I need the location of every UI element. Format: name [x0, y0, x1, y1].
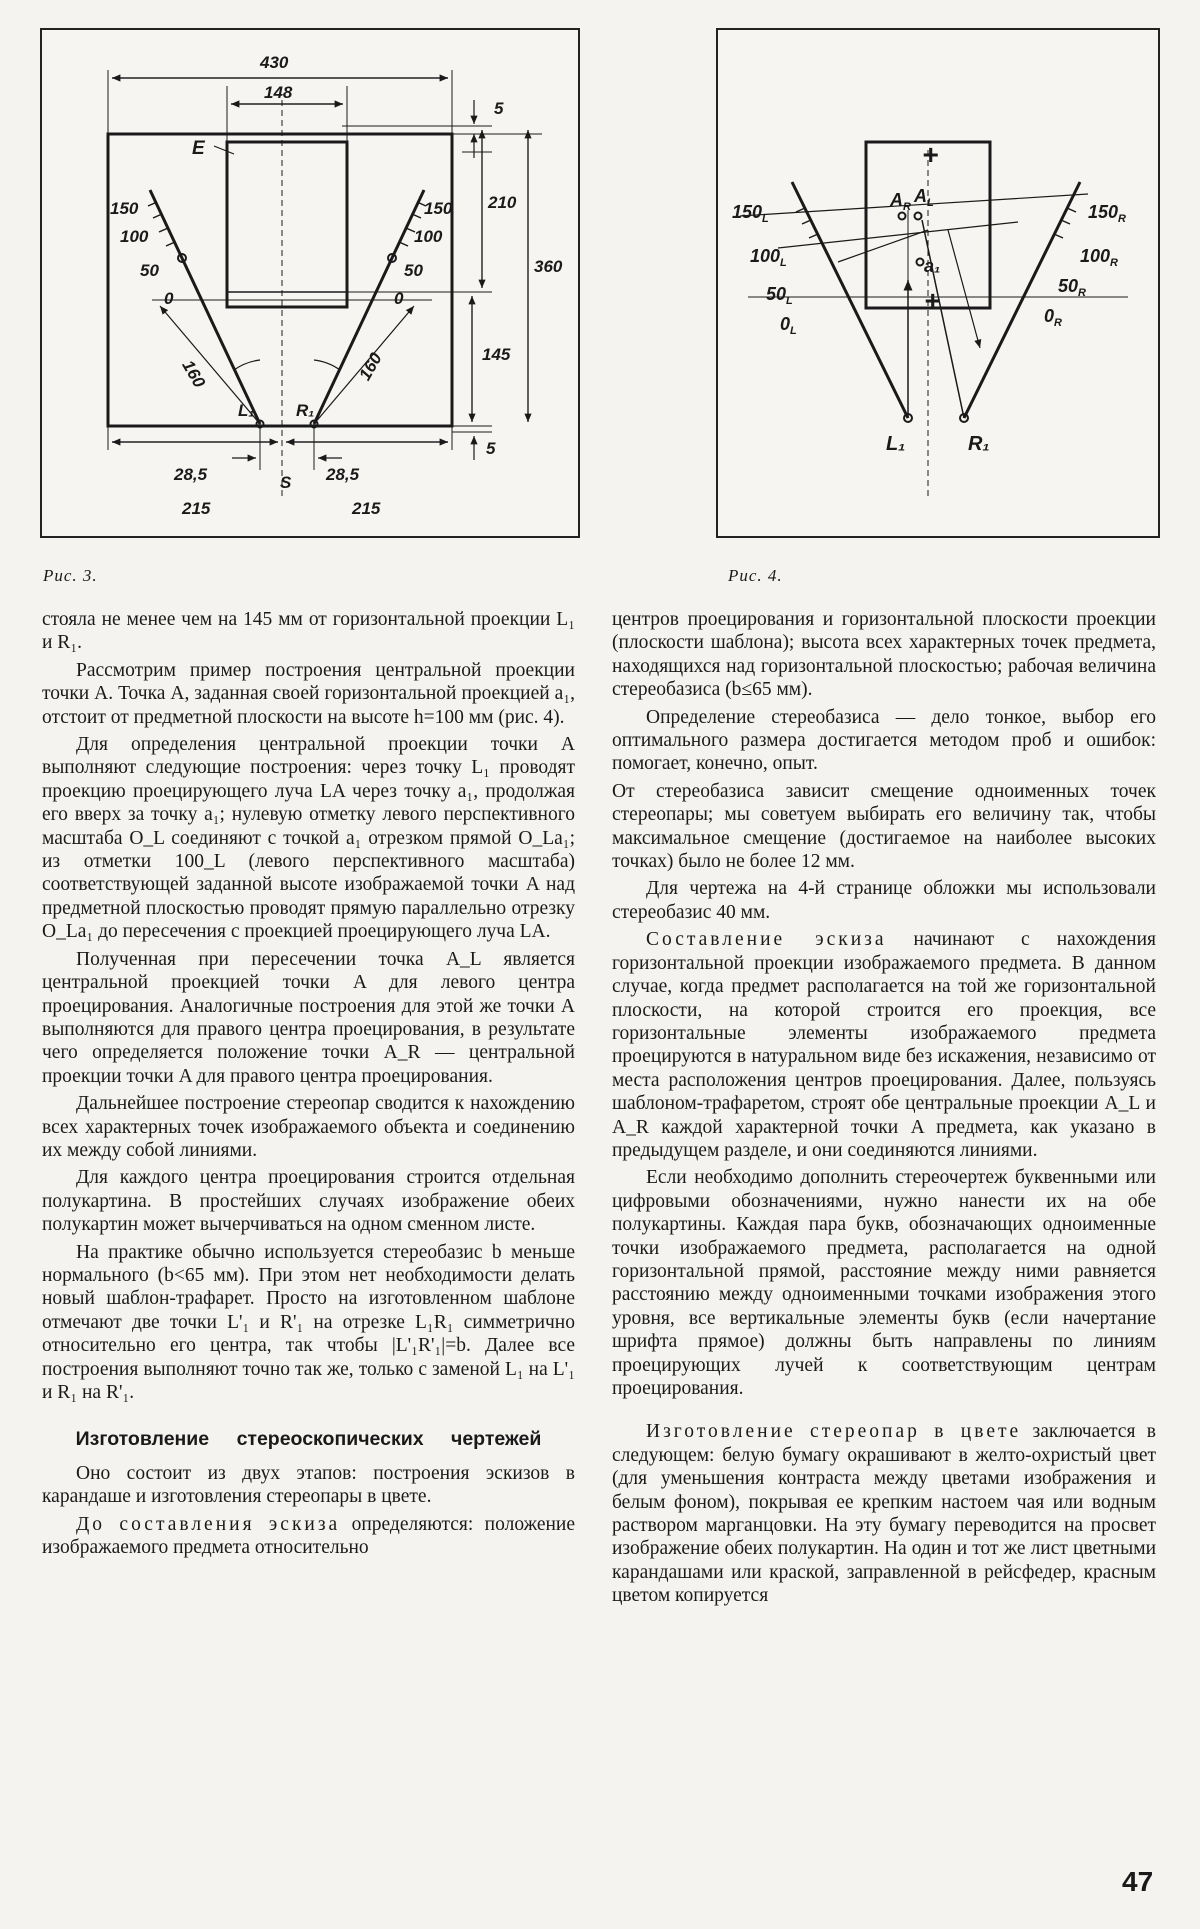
right-scale-100: 100 [414, 227, 443, 246]
label-r1: R₁ [968, 433, 990, 455]
plus-bottom: + [924, 285, 941, 316]
paragraph: Для чертежа на 4-й странице обложки мы использовали стереобазис 40 мм. [612, 878, 1156, 923]
left-column [42, 608, 575, 1563]
paragraph: От стереобазиса зависит смещение одноименных точек стереопары; мы советуем выбирать его величину так, чтобы максимальное смещение (достигаемое на наиболее высоких точках) было не более 12 мм. [612, 780, 1156, 873]
dim-215-right: 215 [352, 499, 381, 518]
label-l1: L₁ [238, 401, 255, 420]
left-50: $50_L$ [766, 284, 793, 307]
dim-430: 430 [260, 53, 289, 72]
section-heading: Изготовление стереоскопических чертежей [75, 1428, 542, 1451]
figure-3-caption: Рис. 3. [43, 566, 98, 585]
dim-5-top: 5 [494, 99, 504, 118]
paragraph: стояла не менее чем на 145 мм от горизонтальной проекции L₁ и R₁. [42, 609, 575, 654]
dim-148: 148 [264, 83, 293, 102]
paragraph: Составление эскиза начинают с нахождения горизонтальной проекции изображаемого предмета. В данном случае, когда предмет располагается на той же горизонтальной плоскости, на которой строится его проекция, все горизонтальные элементы изображаемого предмета проецируются в натуральном виде без искажения, независимо от места расположения центров проецирования. Далее, пользуясь шаблоном-трафаретом, строят обе центральные проекции A_L и A_R каждой характерной точки A предмета, как указано в предыдущем разделе, и они соединяются линиями. [612, 929, 1157, 1161]
figure-3-drawing [42, 30, 578, 536]
spaced-term: Изготовление стереопар в цвете [646, 1421, 1022, 1443]
right-scale-150: 150 [424, 199, 453, 218]
right-scale-line [964, 182, 1080, 418]
left-100: $100_L$ [750, 246, 787, 269]
paragraph: Рассмотрим пример построения центральной проекции точки A. Точка A, заданная своей горизонтальной проекцией a₁, отстоит от предметной плоскости на высоте h=100 мм (рис. 4). [42, 659, 575, 728]
label-l1: L₁ [886, 433, 906, 455]
right-50: $50_R$ [1058, 276, 1086, 299]
left-radius-160: 160 [178, 356, 209, 391]
template-outline [108, 134, 452, 426]
figure-4 [716, 28, 1160, 538]
spaced-term: Составление эскиза [646, 929, 887, 951]
page-number: 47 [1122, 1866, 1154, 1897]
figure-3 [40, 28, 580, 538]
left-scale-50: 50 [140, 261, 159, 280]
paragraph: Для каждого центра проецирования строится отдельная полукартина. В простейших случаях изображение обеих полукартин может вычерчиваться на одном сменном листе. [42, 1167, 575, 1236]
left-0: $0_L$ [780, 314, 797, 337]
right-0: $0_R$ [1044, 306, 1062, 329]
right-scale-0: 0 [394, 289, 404, 308]
dim-210: 210 [488, 193, 517, 212]
left-scale-100: 100 [120, 227, 149, 246]
label-s: S [280, 473, 292, 492]
dim-145: 145 [482, 345, 511, 364]
right-100: $100_R$ [1080, 246, 1118, 269]
paragraph: На практике обычно используется стереобазис b меньше нормального (b<65 мм). При этом нет необходимости делать новый шаблон-трафарет. Просто на изготовленном шаблоне отмечают две точки L'₁ и R'₁ на отрезке L₁R₁ симметрично относительно его центра, так чтобы |L'₁R'₁|=b. Далее все построения выполняют точно так же, только с заменой L₁ на L'₁ и R₁ на R'₁. [42, 1241, 575, 1403]
figure-4-caption: Рис. 4. [728, 566, 783, 585]
dim-5-bottom: 5 [486, 439, 496, 458]
left-scale-150: 150 [110, 199, 139, 218]
right-radius-160: 160 [355, 349, 386, 384]
paragraph: Изготовление стереопар в цвете заключается в следующем: белую бумагу окрашивают в желто-охристый цвет (для уменьшения контраста между цветами изображения и белым фоном), покрывая ее крепким настоем чая или водным раствором марганцовки. На эту бумагу переводится на просвет изображение обеих полукартин. На один и тот же лист цветными карандашами или краской, заправленной в рейсфедер, красным цветом копируется [612, 1421, 1156, 1607]
left-150: $150_L$ [732, 202, 769, 225]
left-scale-line [792, 182, 908, 418]
paragraph: Дальнейшее построение стереопар сводится к нахождению всех характерных точек изображаемого объекта и соединению их между собой линиями. [42, 1093, 575, 1161]
paragraph: Для определения центральной проекции точки A выполняют следующие построения: через точку L₁ проводят проекцию проецирующего луча LA через точку a₁, продолжая его вверх за точку a₁; нулевую отметку левого перспективного масштаба O_L соединяют с точкой a₁ отрезком прямой O_La₁; из отметки 100_L (левого перспективного масштаба) соответствующей заданной высоте изображаемой точки A над предметной плоскостью проводят прямую параллельно отрезку O_La₁ до пересечения с проекцией проецирующего луча LA. [42, 734, 575, 943]
dim-28-5-left: 28,5 [174, 465, 208, 484]
figure-4-drawing [718, 30, 1158, 536]
left-scale-0: 0 [164, 289, 174, 308]
dim-28-5-right: 28,5 [326, 465, 360, 484]
label-e: E [192, 138, 205, 159]
label-ar: $A_R$ [890, 190, 911, 213]
plus-top: + [922, 139, 939, 170]
label-a1: a₁ [924, 256, 941, 276]
right-150: $150_R$ [1088, 202, 1126, 225]
right-scale-50: 50 [404, 261, 423, 280]
label-al: $A_L$ [914, 186, 934, 209]
screen-rectangle [227, 142, 347, 307]
spaced-term: До составления эскиза [76, 1513, 341, 1535]
dim-360: 360 [534, 257, 563, 276]
paragraph: центров проецирования и горизонтальной плоскости проекции (плоскости шаблона); высота всех характерных точек предмета, находящихся над горизонтальной плоскостью; рабочая величина стереобазиса (b≤65 мм). [612, 609, 1156, 701]
paragraph: Оно состоит из двух этапов: построения эскизов в карандаше и изготовления стереопары в цвете. [42, 1462, 575, 1508]
label-r1: R₁ [296, 401, 315, 420]
paragraph: Определение стереобазиса — дело тонкое, выбор его оптимального размера достигается методом проб и ошибок: помогает, конечно, опыт. [612, 706, 1156, 775]
right-column [612, 608, 1156, 1612]
paragraph: Если необходимо дополнить стереочертеж буквенными или цифровыми обозначениями, нужно нанести их на обе полукартины. Каждая пара букв, обозначающих одноименные точки изображаемого предмета, располагается на одной горизонтальной прямой, расстояние между ними равняется расстоянию между одноименными точками изображения этого уровня, все вертикальные элементы букв (если начертание шрифта прямое) должны быть направлены по линиям проецирующих лучей к соответствующим центрам проецирования. [612, 1167, 1156, 1399]
paragraph: До составления эскиза определяются: положение изображаемого предмета относительно [42, 1513, 575, 1559]
paragraph: Полученная при пересечении точка A_L является центральной проекцией точки A для левого центра проецирования. Аналогичные построения для этой же точки A выполняются для правого центра проецирования, в результате чего определяется положение точки A_R — центральной проекции точки A для правого центра проецирования. [42, 948, 575, 1087]
dim-215-left: 215 [182, 499, 211, 518]
